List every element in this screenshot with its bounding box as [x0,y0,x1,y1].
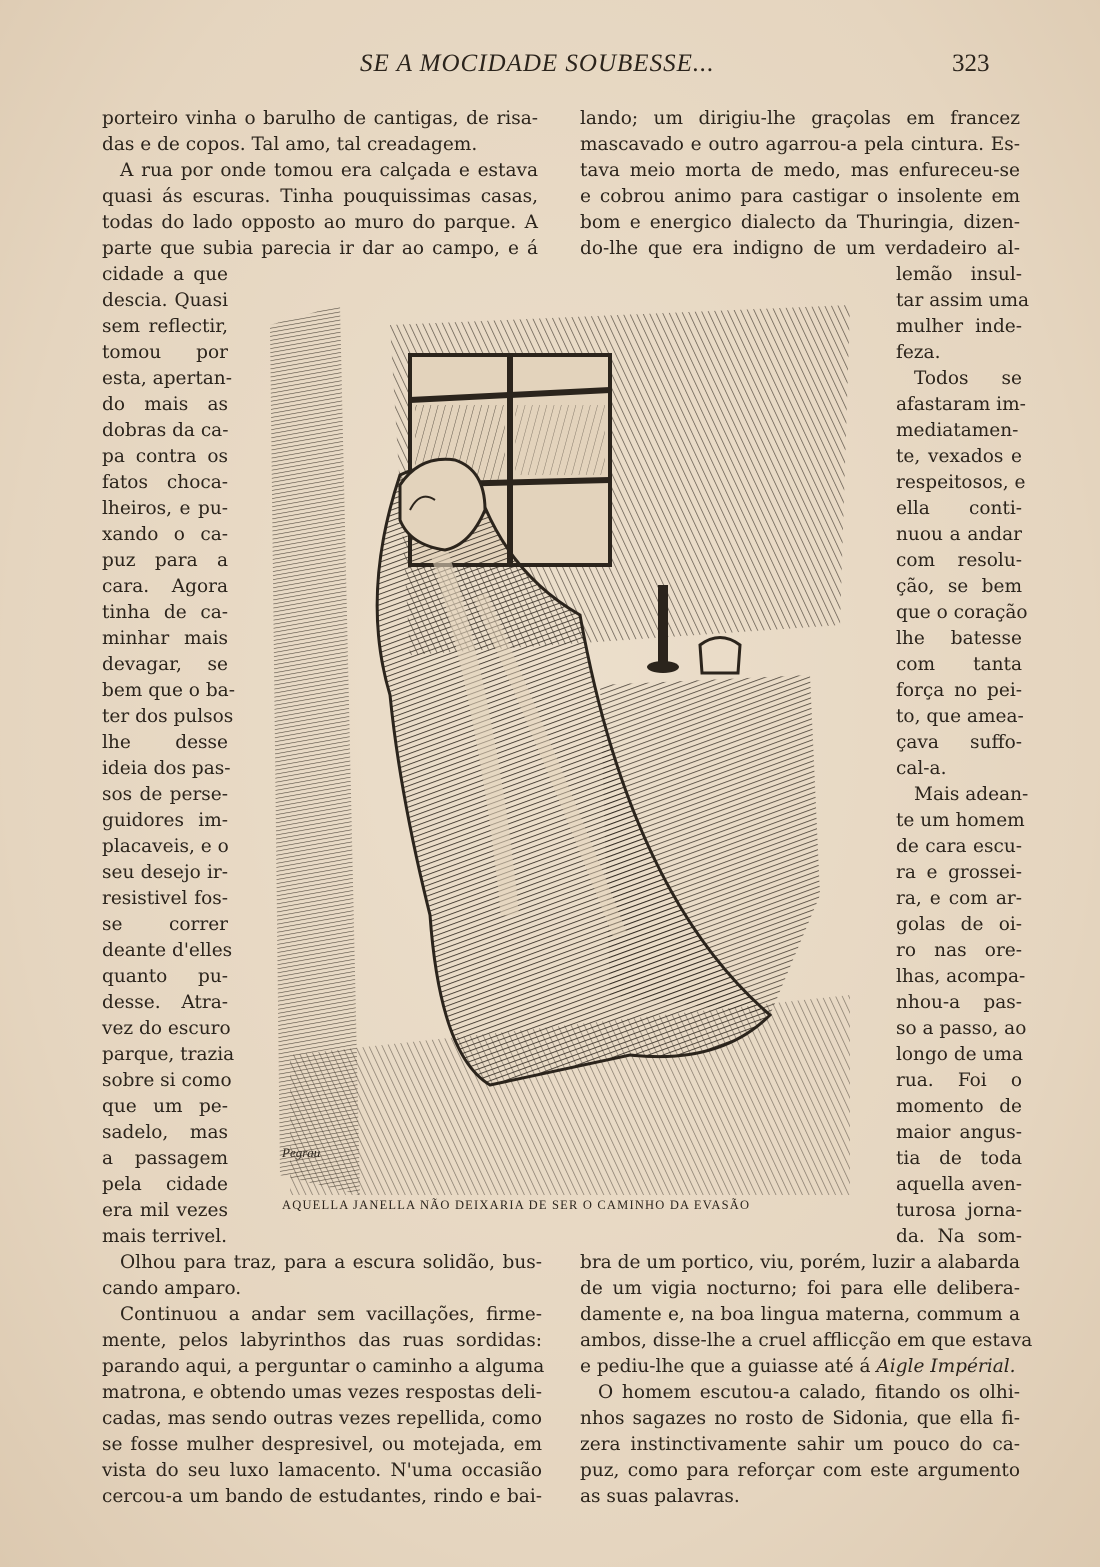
text-line: feza. [896,342,941,363]
text-line: lhas, acompa- [896,966,1026,987]
text-line: cara. Agora [102,576,228,597]
text-line: xando o ca- [102,524,228,545]
text-line: a passagem [102,1148,228,1169]
text-line: te, vexados e [896,446,1022,467]
text-line: golas de oi- [896,914,1022,935]
text-line: mulher inde- [896,316,1022,337]
text-line: parando aqui, a perguntar o caminho a alguma [102,1356,545,1377]
text-line: Continuou a andar sem vacillações, firme- [120,1304,542,1325]
illustration-caption: AQUELLA JANELLA NÃO DEIXARIA DE SER O CAMINHO DA EVASÃO [282,1198,751,1212]
text-line: pa contra os [102,446,228,467]
text-line: de um vigia nocturno; foi para elle delibera- [580,1278,1020,1299]
text-line: e pediu-lhe que a guiasse até á Aigle Impérial. [580,1356,1016,1377]
text-line: puz para a [102,550,228,571]
text-line: que o coração [896,602,1028,623]
text-line: A rua por onde tomou era calçada e estava [120,160,538,181]
text-line: lheiros, e pu- [102,498,228,519]
text-line: cercou-a um bando de estudantes, rindo e bai- [102,1486,542,1507]
text-line: matrona, e obtendo umas vezes respostas deli- [102,1382,542,1403]
text-line: nuou a andar [896,524,1022,545]
text-line: e cobrou animo para castigar o insolente em [580,186,1020,207]
text-line: longo de uma [896,1044,1023,1065]
text-line: ter dos pulsos [102,706,234,727]
text-line: quasi ás escuras. Tinha pouquissimas casas, [102,186,538,207]
text-line: sos de perse- [102,784,228,805]
text-line: momento de [896,1096,1022,1117]
text-line: esta, apertan- [102,368,232,389]
text-line: tia de toda [896,1148,1022,1169]
artist-signature: Pegrau [282,1145,321,1160]
text-line: maior angus- [896,1122,1022,1143]
text-line: de cara escu- [896,836,1022,857]
text-line: descia. Quasi [102,290,228,311]
text-line: sobre si como [102,1070,232,1091]
text-line: parte que subia parecia ir dar ao campo, e á [102,238,538,259]
text-line: minhar mais [102,628,228,649]
text-line: ção, se bem [896,576,1022,597]
text-line: era mil vezes [102,1200,228,1221]
text-line: damente e, na boa lingua materna, commum a [580,1304,1020,1325]
text-line: turosa jorna- [896,1200,1022,1221]
text-line: ra, e com ar- [896,888,1022,909]
candlestick [658,585,668,665]
text-line: lhe batesse [896,628,1022,649]
text-line: lhe desse [102,732,228,753]
text-line: todas do lado opposto ao muro do parque. A [102,212,538,233]
text-line: com tanta [896,654,1022,675]
text-line: zera instinctivamente sahir um pouco do ca- [580,1434,1020,1455]
text-line: tinha de ca- [102,602,228,623]
text-line: respeitosos, e [896,472,1026,493]
text-line: ideia dos pas- [102,758,231,779]
text-line: mente, pelos labyrinthos das ruas sordidas: [102,1330,542,1351]
text-line: ambos, disse-lhe a cruel afflicção em que estava [580,1330,1033,1351]
running-header: SE A MOCIDADE SOUBESSE... [360,50,715,77]
text-line: resistivel fos- [102,888,228,909]
text-line: ro nas ore- [896,940,1022,961]
text-line: mascavado e outro agarrou-a pela cintura. Es- [580,134,1020,155]
text-line: mediatamen- [896,420,1019,441]
text-line: das e de copos. Tal amo, tal creadagem. [102,134,478,155]
text-line: as suas palavras. [580,1486,740,1507]
text-line: bom e energico dialecto da Thuringia, dizen- [580,212,1020,233]
text-line: tar assim uma [896,290,1030,311]
text-line: desse. Atra- [102,992,228,1013]
inkpot [700,638,740,674]
text-line: porteiro vinha o barulho de cantigas, de risa- [102,108,538,129]
text-line: ra e grossei- [896,862,1022,883]
text-line: cidade a que [102,264,228,285]
text-line: guidores im- [102,810,228,831]
text-line: lando; um dirigiu-lhe graçolas em francez [580,108,1020,129]
text-line: vez do escuro [102,1018,231,1039]
text-line: te um homem [896,810,1025,831]
text-line: mais terrivel. [102,1226,228,1247]
text-line: com resolu- [896,550,1022,571]
text-line: ella conti- [896,498,1022,519]
text-line: puz, como para reforçar com este argumento [580,1460,1020,1481]
text-line: parque, trazia [102,1044,235,1065]
text-line: to, que amea- [896,706,1024,727]
text-line: bem que o ba- [102,680,235,701]
illustration [250,295,870,1200]
page-number: 323 [952,50,990,77]
text-line: sadelo, mas [102,1122,228,1143]
text-line: cando amparo. [102,1278,242,1299]
text-line: que um pe- [102,1096,228,1117]
text-line: Todos se [914,368,1022,389]
text-line: do mais as [102,394,228,415]
text-line: da. Na som- [896,1226,1022,1247]
text-line: aquella aven- [896,1174,1022,1195]
text-line: afastaram im- [896,394,1026,415]
text-line: seu desejo ir- [102,862,228,883]
text-line: nhos sagazes no rosto de Sidonia, que ella fi- [580,1408,1020,1429]
text-line: força no pei- [896,680,1022,701]
text-line: quanto pu- [102,966,228,987]
text-line: bra de um portico, viu, porém, luzir a alabarda [580,1252,1020,1273]
text-line: tava meio morta de medo, mas enfureceu-se [580,160,1020,181]
text-line: Mais adean- [914,784,1029,805]
text-line: cadas, mas sendo outras vezes repellida, como [102,1408,542,1429]
text-line: devagar, se [102,654,228,675]
italic-place-name: Aigle Impérial. [870,1356,1016,1377]
text-line: O homem escutou-a calado, fitando os olhi- [598,1382,1020,1403]
text-line: deante d'elles [102,940,233,961]
text-line: sem reflectir, [102,316,228,337]
text-line: çava suffo- [896,732,1022,753]
text-line: se correr [102,914,228,935]
text-line: Olhou para traz, para a escura solidão, bus- [120,1252,542,1273]
text-line: vista do seu luxo lamacento. N'uma occasião [102,1460,542,1481]
floor [290,995,850,1195]
text-line: so a passo, ao [896,1018,1027,1039]
text-line: nhou-a pas- [896,992,1022,1013]
text-line: placaveis, e o [102,836,229,857]
text-line: tomou por [102,342,228,363]
text-line: fatos choca- [102,472,228,493]
text-line: se fosse mulher despresivel, ou motejada, em [102,1434,542,1455]
text-line: rua. Foi o [896,1070,1022,1091]
text-line: lemão insul- [896,264,1022,285]
text-line: cal-a. [896,758,947,779]
text-line: dobras da ca- [102,420,229,441]
text-line: do-lhe que era indigno de um verdadeiro al- [580,238,1020,259]
text-line: pela cidade [102,1174,228,1195]
